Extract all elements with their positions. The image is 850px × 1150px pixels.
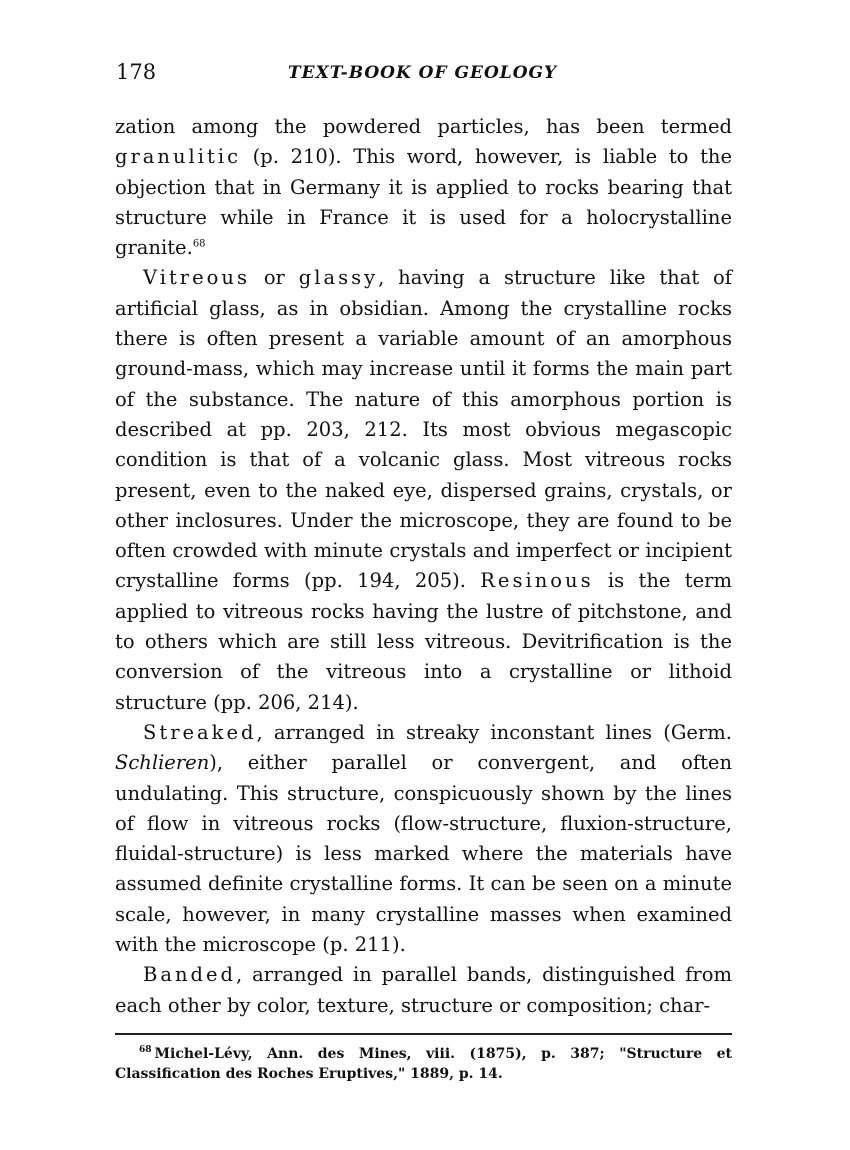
footnote-text: Michel-Lévy, Ann. des Mines, viii. (1875), p. 387; "Structure et Classification des Roches Eruptives," 1889, p. 14. bbox=[115, 1046, 732, 1082]
footnote bbox=[115, 1044, 732, 1084]
paragraph-granulitic bbox=[115, 112, 732, 263]
body-text bbox=[115, 112, 732, 1021]
running-head: TEXT-BOOK OF GEOLOGY bbox=[288, 63, 558, 83]
footnote-mark: 68 bbox=[139, 1045, 152, 1056]
term-vitreous: Vitreous bbox=[143, 266, 250, 290]
term-streaked: Streaked bbox=[143, 720, 257, 744]
footnote-reference: 68 bbox=[192, 238, 206, 250]
term-resinous: Resinous bbox=[480, 569, 594, 593]
term-schlieren: Schlieren bbox=[115, 751, 210, 775]
text-segment: , arranged in parallel bands, distinguished from each other by color, texture, structure or composition; char- bbox=[115, 963, 732, 1017]
term-granulitic: granulitic bbox=[115, 145, 242, 169]
text-segment: , having a structure like that of artificial glass, as in obsidian. Among the crystalline rocks there is often present a variable amount of an amorphous ground-mass, which may increase until it forms the main part of the substance. The nature of this amorphous portion is described at pp. 203, 212. Its most obvious megascopic condition is that of a volcanic glass. Most vitreous rocks present, even to the naked eye, dispersed grains, crystals, or other inclosures. Under the microscope, they are found to be often crowded with minute crystals and imperfect or incipient crystalline forms (pp. 194, 205). bbox=[115, 266, 732, 593]
term-glassy: glassy bbox=[298, 266, 379, 290]
text-segment: ), either parallel or convergent, and often undulating. This structure, conspicuously shown by the lines of flow in vitreous rocks (flow-structure, fluxion-structure, fluidal-structure) is less marked where the materials have assumed definite crystalline forms. It can be seen on a minute scale, however, in many crystalline masses when examined with the microscope (p. 211). bbox=[115, 751, 732, 957]
text-segment: (p. 210). This word, however, is liable to the objection that in Germany it is applied to rocks bearing that structure while in France it is used for a holocrystalline granite. bbox=[115, 145, 732, 260]
paragraph-vitreous bbox=[115, 263, 732, 717]
book-page bbox=[115, 58, 732, 1118]
text-segment: , arranged in streaky inconstant lines (Germ. bbox=[256, 720, 732, 744]
paragraph-streaked bbox=[115, 718, 732, 960]
footnote-divider bbox=[115, 1033, 732, 1035]
text-segment: or bbox=[249, 266, 299, 290]
paragraph-banded bbox=[115, 960, 732, 1021]
page-header bbox=[115, 58, 732, 92]
text-segment: is the term applied to vitreous rocks having the lustre of pitchstone, and to others which are still less vitreous. Devitrification is the conversion of the vitreous into a crystalline or lithoid structure (pp. 206, 214). bbox=[115, 569, 732, 714]
term-banded: Banded bbox=[143, 963, 237, 987]
page-number: 178 bbox=[116, 60, 157, 84]
text-segment: zation among the powdered particles, has been termed bbox=[115, 115, 732, 138]
